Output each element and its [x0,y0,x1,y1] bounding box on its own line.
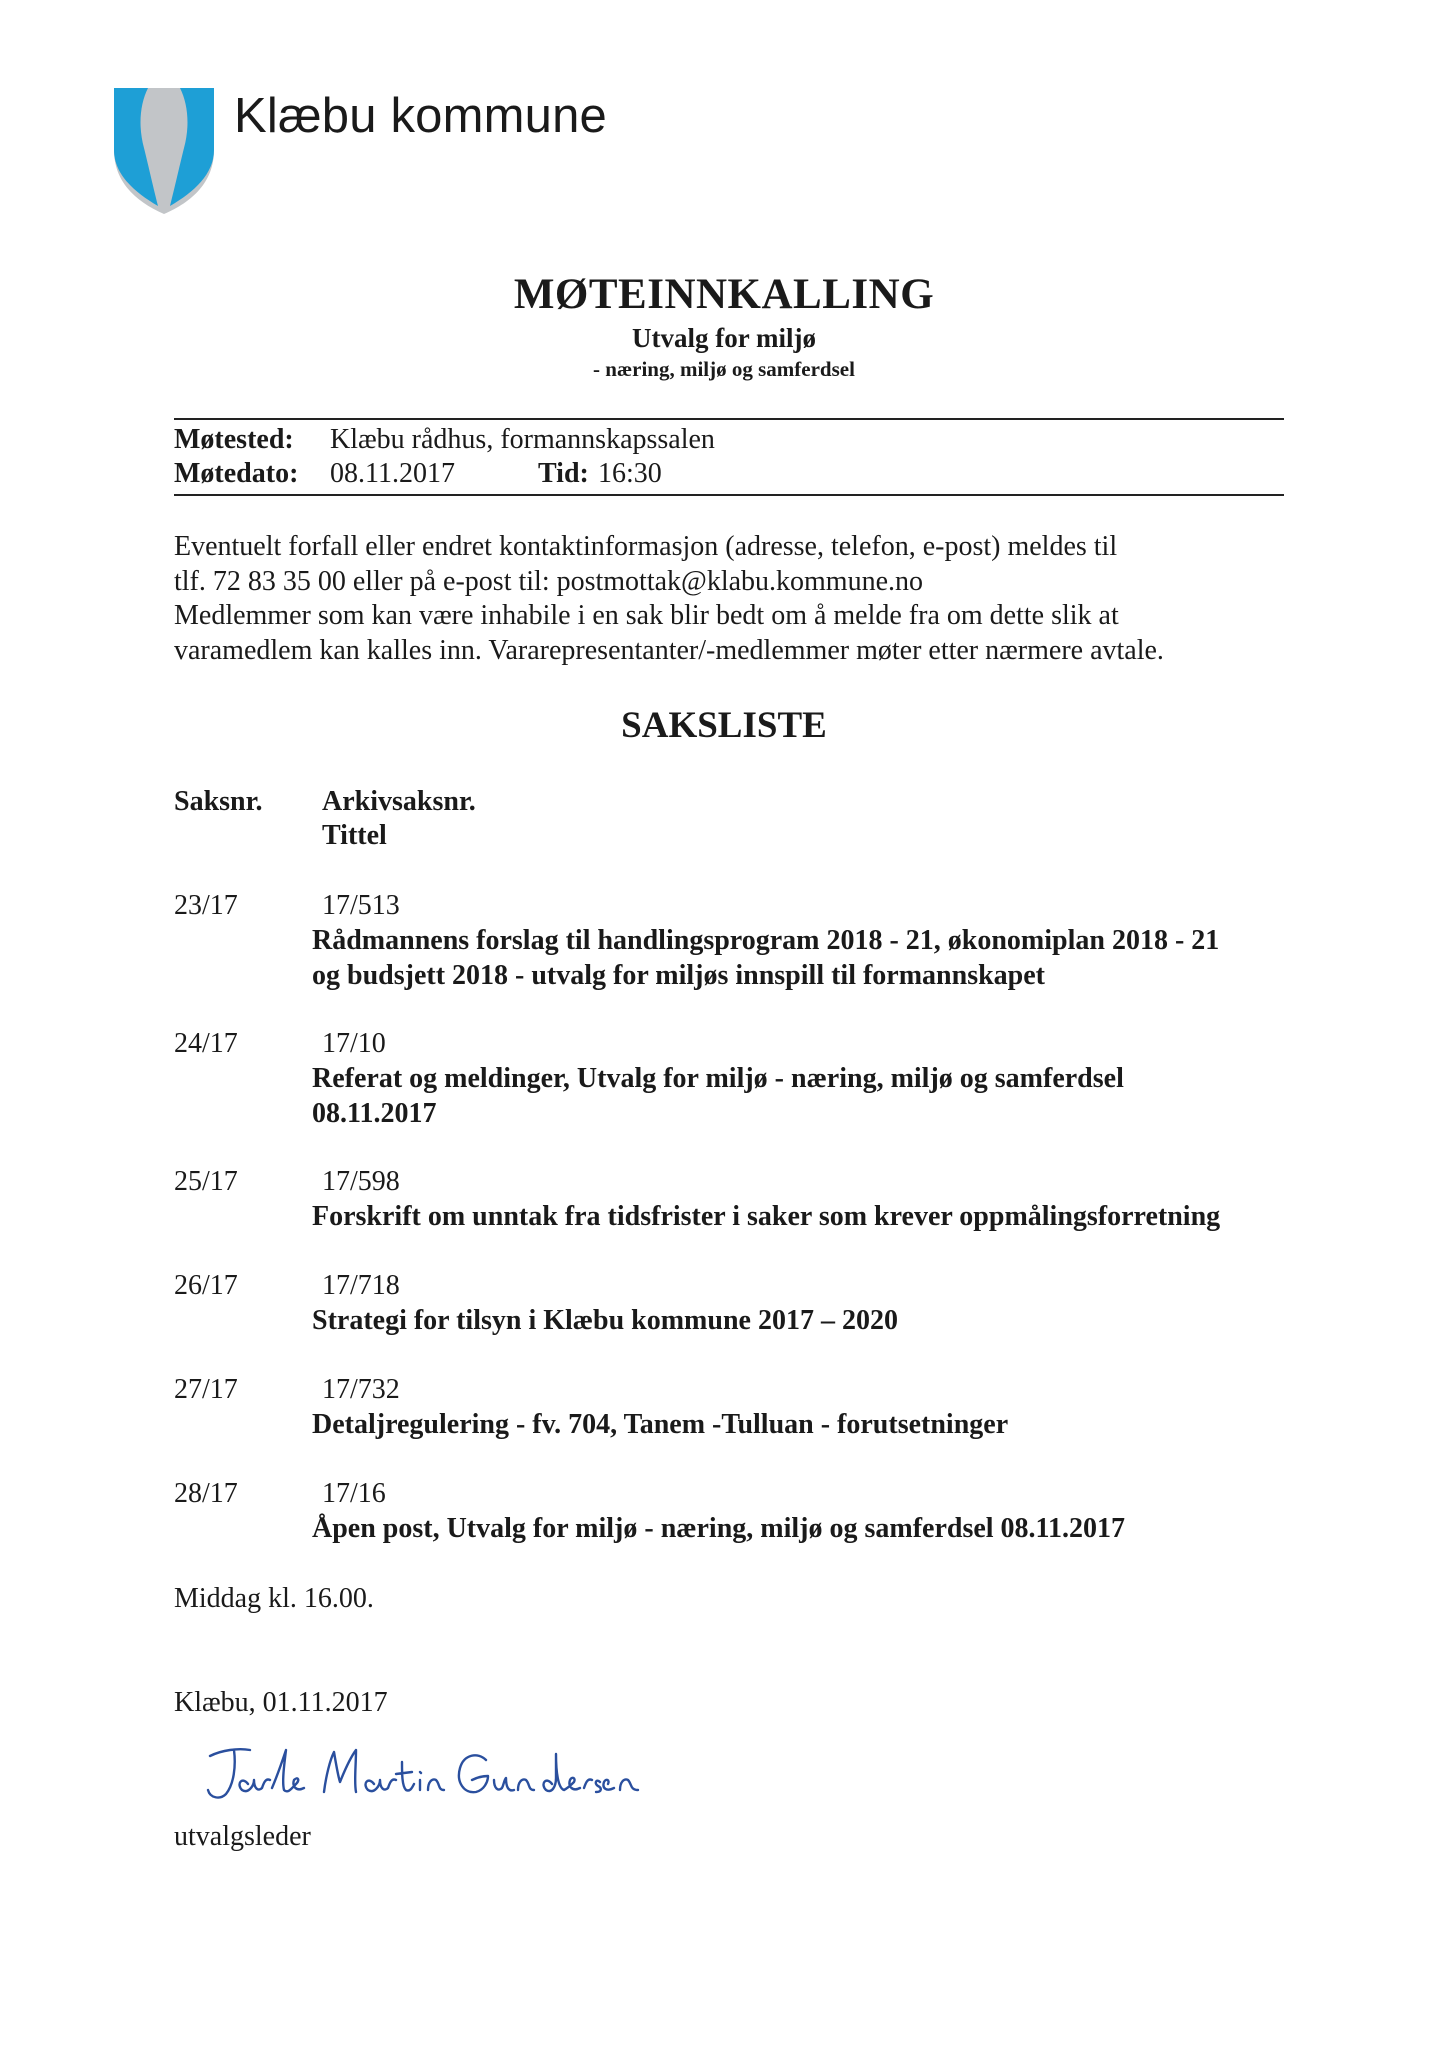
archive-case-number: 17/16 [322,1478,386,1509]
case-number: 27/17 [174,1374,238,1405]
intro-line: Eventuelt forfall eller endret kontaktinformasjon (adresse, telefon, e-post) meldes til [174,531,1118,562]
intro-line: Medlemmer som kan være inhabile i en sak blir bedt om å melde fra om dette slik at [174,600,1119,631]
case-title-line: og budsjett 2018 - utvalg for miljøs innspill til formannskapet [312,959,1045,991]
document-title: MØTEINNKALLING [513,271,935,318]
committee-subtitle: - næring, miljø og samferdsel [593,357,855,381]
meeting-time-value: 16:30 [598,458,662,489]
info-bottom-divider [174,494,1284,496]
case-title-line: Rådmannens forslag til handlingsprogram 2018 - 21, økonomiplan 2018 - 21 [312,925,1220,956]
case-title-line: Forskrift om unntak fra tidsfrister i saker som krever oppmålingsforretning [312,1201,1221,1232]
info-top-divider [174,418,1284,420]
case-title-line: Detaljregulering - fv. 704, Tanem -Tulluan - forutsetninger [312,1409,1009,1440]
case-title [312,1408,1312,1443]
meeting-place-label: Møtested: [174,424,294,455]
column-header-arkivsaksnr: Arkivsaksnr. [322,786,476,817]
case-number: 28/17 [174,1478,238,1509]
column-header-saksnr: Saksnr. [174,786,263,817]
archive-case-number: 17/732 [322,1374,400,1405]
case-title [312,924,1312,993]
case-number: 23/17 [174,890,238,921]
archive-case-number: 17/513 [322,890,400,921]
organization-name: Klæbu kommune [234,89,607,143]
case-number: 24/17 [174,1028,238,1059]
case-title-line: Referat og meldinger, Utvalg for miljø - næring, miljø og samferdsel [312,1063,1124,1094]
case-title-line: Strategi for tilsyn i Klæbu kommune 2017 – 2020 [312,1305,898,1336]
handwritten-signature [200,1732,700,1812]
case-title [312,1200,1312,1235]
dinner-note: Middag kl. 16.00. [174,1583,374,1614]
case-number: 26/17 [174,1270,238,1301]
agenda-heading: SAKSLISTE [621,705,827,746]
case-title [312,1062,1312,1131]
archive-case-number: 17/718 [322,1270,400,1301]
column-header-tittel: Tittel [322,820,387,851]
case-title-line: Åpen post, Utvalg for miljø - næring, miljø og samferdsel 08.11.2017 [312,1513,1125,1544]
case-title [312,1304,1312,1339]
place-and-date: Klæbu, 01.11.2017 [174,1687,388,1718]
case-title [312,1512,1312,1547]
committee-name: Utvalg for miljø [632,323,816,353]
case-title-line: 08.11.2017 [312,1097,437,1129]
municipal-coat-of-arms-logo [112,86,216,214]
case-number: 25/17 [174,1166,238,1197]
archive-case-number: 17/10 [322,1028,386,1059]
signatory-role: utvalgsleder [174,1821,311,1852]
meeting-date-value: 08.11.2017 [330,458,455,489]
meeting-time-label: Tid: [538,458,589,489]
intro-line: varamedlem kan kalles inn. Vararepresentanter/-medlemmer møter etter nærmere avtale. [174,634,1164,666]
meeting-date-label: Møtedato: [174,458,299,489]
meeting-place-value: Klæbu rådhus, formannskapssalen [330,424,715,455]
intro-line: tlf. 72 83 35 00 eller på e-post til: postmottak@klabu.kommune.no [174,565,924,597]
intro-paragraph [174,530,1284,668]
archive-case-number: 17/598 [322,1166,400,1197]
